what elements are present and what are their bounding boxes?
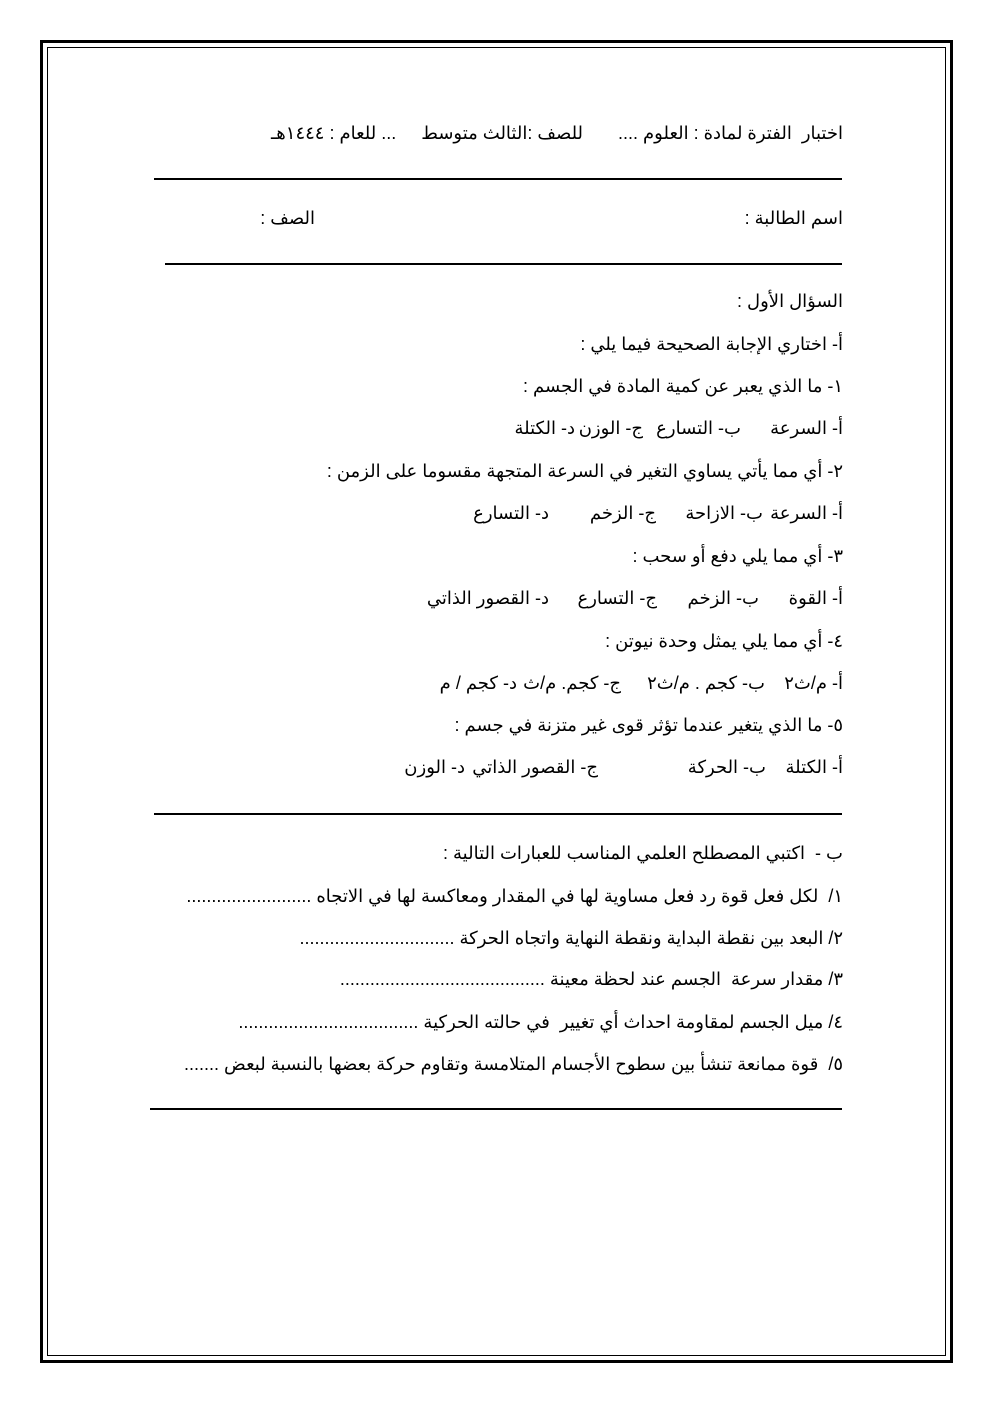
term-item-5: ٥/ قوة ممانعة تنشأ بين سطوح الأجسام المتلامسة وتقاوم حركة بعضها بالنسبة لبعض ....... [184,1054,843,1074]
mcq-5-option-b: ب- الحركة [687,757,766,777]
term-item-1: ١/ لكل فعل قوة رد فعل مساوية لها في المقدار ومعاكسة لها في الاتجاه ......................... [186,886,843,906]
mcq-3-option-b: ب- الزخم [687,588,759,608]
mcq-5-option-c: ج- القصور الذاتي [472,757,598,777]
mcq-4-option-c: ج- كجم. م/ث [523,673,621,693]
mcq-5-question: ٥- ما الذي يتغير عندما تؤثر قوى غير متزنة في جسم : [454,715,843,735]
exam-title: اختبار الفترة لمادة : العلوم .... للصف :الثالث متوسط ... للعام : ١٤٤٤هـ [271,123,843,143]
part-a-instruction: أ- اختاري الإجابة الصحيحة فيما يلي : [580,334,843,354]
mcq-2-question: ٢- أي مما يأتي يساوي التغير في السرعة المتجهة مقسوما على الزمن : [326,461,843,481]
page-border-inner [47,47,946,1356]
mcq-4-option-a: أ- م/ث٢ [784,673,843,693]
mcq-4-option-b: ب- كجم . م/ث٢ [647,673,765,693]
mcq-1-option-d: د- الكتلة [514,418,575,438]
mcq-5-option-d: د- الوزن [404,757,465,777]
question1-title: السؤال الأول : [737,291,843,311]
mcq-1-option-b: ب- التسارع [656,418,741,438]
term-item-4: ٤/ ميل الجسم لمقاومة احداث أي تغيير في حالته الحركية .................................... [238,1012,843,1032]
divider-name [165,263,842,265]
mcq-2-option-b: ب- الازاحة [685,503,763,523]
mcq-3-option-a: أ- القوة [788,588,843,608]
part-b-instruction: ب - اكتبي المصطلح العلمي المناسب للعبارات التالية : [443,843,843,863]
mcq-1-option-c: ج- الوزن [578,418,643,438]
class-label: الصف : [260,208,315,228]
mcq-4-option-d: د- كجم / م [439,673,517,693]
mcq-3-option-c: ج- التسارع [577,588,657,608]
mcq-2-option-d: د- التسارع [473,503,549,523]
divider-part-b [150,1108,842,1110]
mcq-3-question: ٣- أي مما يلي دفع أو سحب : [632,546,843,566]
divider-part-a [154,813,842,815]
student-name-label: اسم الطالبة : [744,208,843,228]
term-item-3: ٣/ مقدار سرعة الجسم عند لحظة معينة ......................................... [339,969,843,989]
mcq-4-question: ٤- أي مما يلي يمثل وحدة نيوتن : [605,631,843,651]
divider-header [154,178,842,180]
term-item-2: ٢/ البعد بين نقطة البداية ونقطة النهاية واتجاه الحركة ............................... [299,928,843,948]
mcq-5-option-a: أ- الكتلة [785,757,843,777]
mcq-3-option-d: د- القصور الذاتي [426,588,549,608]
mcq-1-question: ١- ما الذي يعبر عن كمية المادة في الجسم : [523,376,843,396]
mcq-1-option-a: أ- السرعة [770,418,843,438]
mcq-2-option-a: أ- السرعة [770,503,843,523]
mcq-2-option-c: ج- الزخم [589,503,656,523]
